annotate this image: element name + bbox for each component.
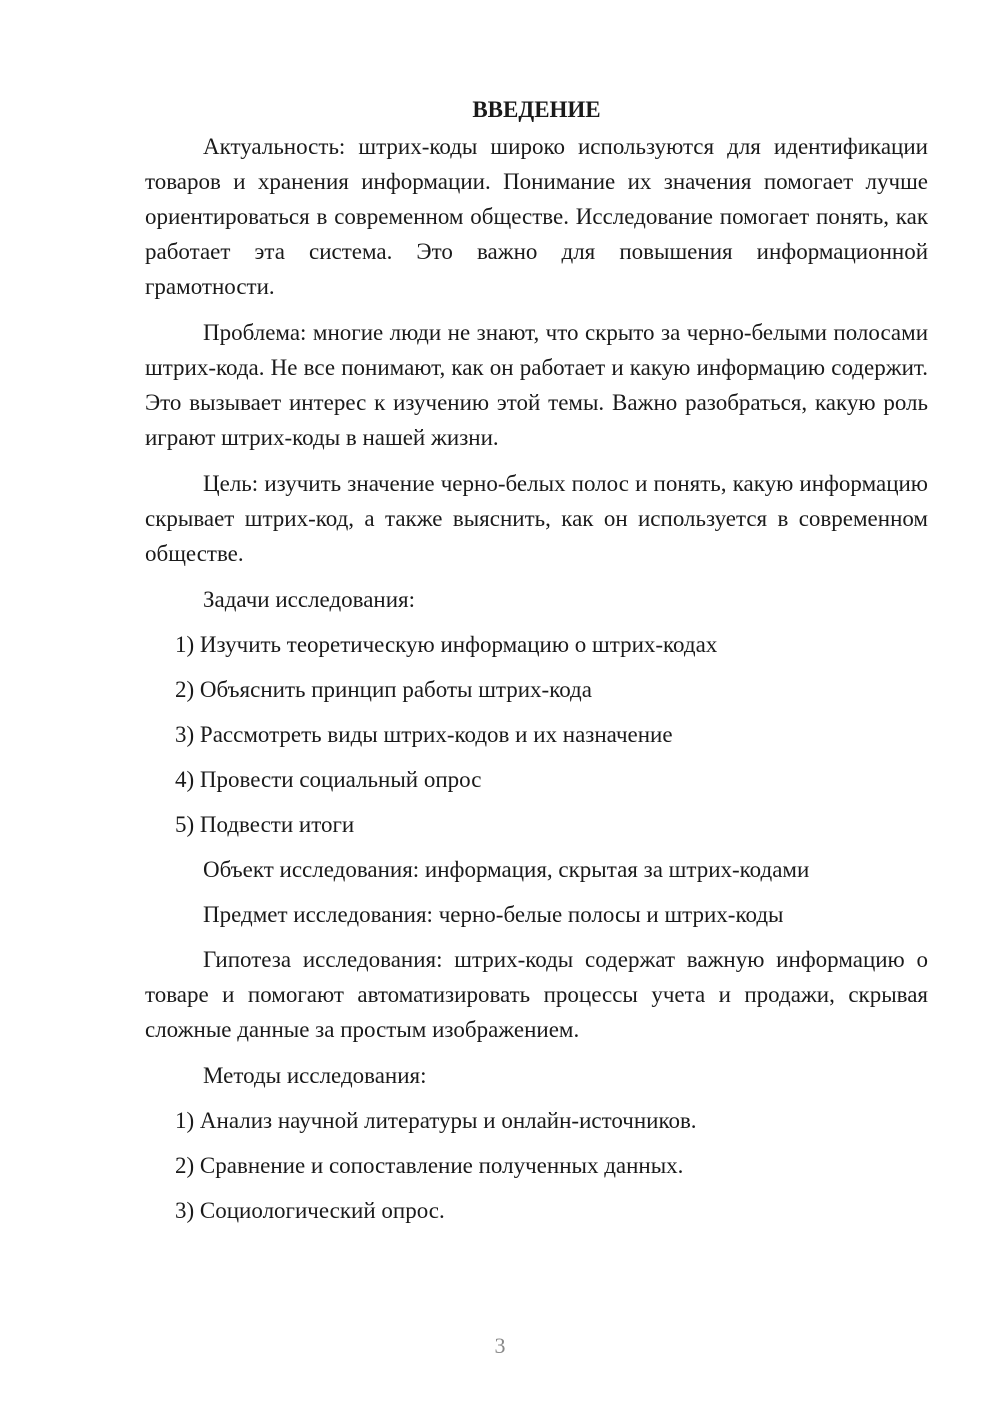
hypothesis-paragraph: Гипотеза исследования: штрих-коды содержат важную информацию о товаре и помогают автоматизировать процессы учета и продажи, скрывая сложные данные за простым изображением.	[145, 947, 928, 1042]
methods-list	[145, 1103, 928, 1228]
tasks-list	[145, 627, 928, 842]
goal-paragraph: Цель: изучить значение черно-белых полос и понять, какую информацию скрывает штрих-код, а также выяснить, как он используется в современном обществе.	[145, 471, 928, 566]
tasks-label: Задачи исследования:	[203, 587, 416, 612]
subject-line: Предмет исследования: черно-белые полосы и штрих-коды	[203, 902, 784, 927]
list-item: 1) Изучить теоретическую информацию о штрих-кодах	[175, 632, 718, 657]
methods-label: Методы исследования:	[203, 1063, 427, 1088]
section-heading: ВВЕДЕНИЕ	[472, 97, 601, 122]
list-item: 1) Анализ научной литературы и онлайн-источников.	[175, 1108, 697, 1133]
list-item: 2) Объяснить принцип работы штрих-кода	[175, 677, 592, 702]
object-line: Объект исследования: информация, скрытая за штрих-кодами	[203, 857, 810, 882]
list-item: 3) Рассмотреть виды штрих-кодов и их назначение	[175, 722, 673, 747]
list-item: 5) Подвести итоги	[175, 812, 355, 837]
problem-paragraph: Проблема: многие люди не знают, что скрыто за черно-белыми полосами штрих-кода. Не все понимают, как он работает и какую информацию содержит. Это вызывает интерес к изучению этой темы. Важно разобраться, какую роль играют штрих-коды в нашей жизни.	[145, 320, 928, 450]
list-item: 2) Сравнение и сопоставление полученных данных.	[175, 1153, 684, 1178]
list-item: 4) Провести социальный опрос	[175, 767, 482, 792]
page-number: 3	[494, 1333, 506, 1358]
relevance-paragraph: Актуальность: штрих-коды широко используются для идентификации товаров и хранения информации. Понимание их значения помогает лучше ориентироваться в современном обществе. Исследование помогает понять, как работает эта система. Это важно для повышения информационной грамотности.	[145, 134, 928, 299]
list-item: 3) Социологический опрос.	[175, 1198, 445, 1223]
document-page	[145, 92, 928, 1238]
